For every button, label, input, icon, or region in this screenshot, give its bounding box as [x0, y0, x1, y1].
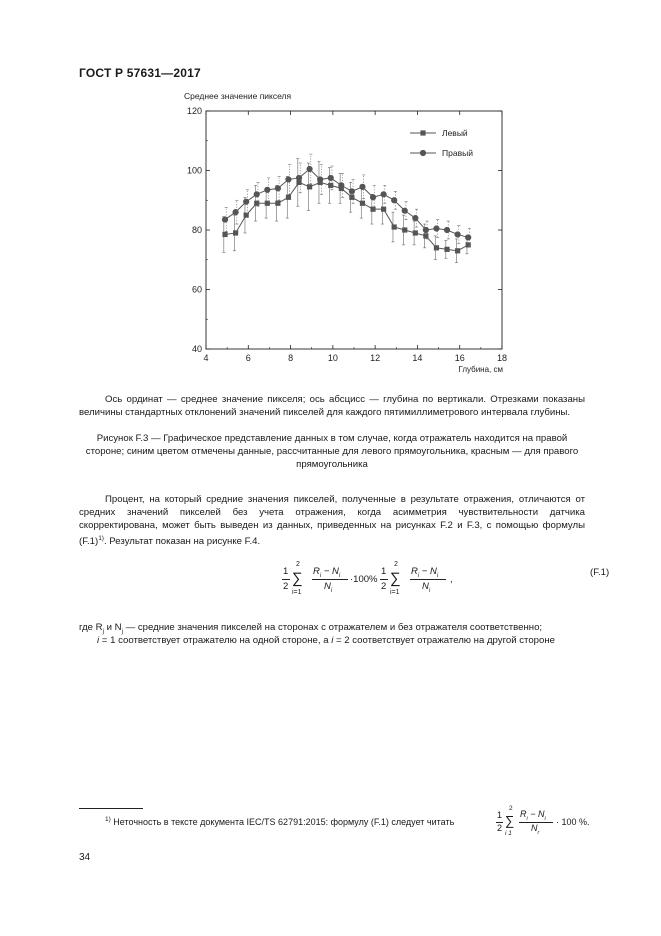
paragraph-text-a: Процент, на который средние значения пикселей, полученные в результате отражения, отличаются от средних значений пикселей без учета отражения, когда асимметрия чувствительности датчика скорректирована, может быть выведен из данных, приведенных на рисунках F.2 и F.3, с помощью формулы (F.1)	[79, 494, 585, 548]
data-point-circle	[433, 225, 439, 231]
legend-marker-circle	[420, 150, 426, 156]
sum-upper-2: 2	[394, 561, 398, 568]
half-denominator-2: 2	[381, 581, 387, 592]
data-point-circle	[455, 231, 461, 237]
x-tick-label: 10	[327, 353, 338, 363]
formula-f1	[283, 561, 483, 598]
data-point-circle	[264, 187, 270, 193]
data-point-square	[466, 242, 471, 247]
x-tick-label: 16	[454, 353, 465, 363]
y-tick-label: 100	[186, 165, 202, 176]
sum-lower-2: i=1	[390, 589, 400, 596]
formula-number: (F.1)	[590, 567, 610, 578]
sum-sign: ∑	[292, 570, 303, 587]
footnote-separator	[79, 808, 143, 809]
data-point-circle	[307, 166, 313, 172]
footnote: $^{1)}$ Неточность в тексте документа IEC/TS 62791:2015: формулу (F.1) следует читать	[105, 816, 455, 827]
y-tick-label: 120	[186, 106, 202, 116]
page-number: 34	[79, 852, 91, 863]
figure-caption: Рисунок F.3 — Графическое представление данных в том случае, когда отражатель находится на правой стороне; синим цветом отмечены данные, рассчитанные для левого прямоугольника, красным — для правого прямоугольника	[85, 433, 579, 470]
data-point-circle	[275, 185, 281, 191]
percent-factor: ·100%	[350, 574, 378, 585]
legend-label: Левый	[442, 128, 468, 138]
data-point-square	[413, 230, 418, 235]
axis-description: Ось ординат — среднее значение пикселя; ось абсцисс — глубина по вертикали. Отрезками показаны величины стандартных отклонений значений пикселей для каждого пятимиллиметрового интервала глубины.	[79, 394, 585, 418]
x-tick-label: 6	[245, 353, 251, 363]
sum-upper: 2	[296, 561, 300, 568]
half-numerator: 1	[283, 566, 289, 577]
data-point-square	[307, 184, 312, 189]
data-point-circle	[423, 227, 429, 233]
data-point-circle	[402, 208, 408, 214]
x-tick-label: 4	[203, 353, 209, 363]
body-paragraph	[79, 493, 585, 548]
x-axis-label: Глубина, см	[458, 365, 503, 374]
data-point-square	[392, 224, 397, 229]
data-point-circle	[296, 175, 302, 181]
legend-marker-square	[420, 130, 425, 135]
data-point-circle	[317, 176, 323, 182]
plot-frame	[206, 111, 502, 349]
data-point-square	[402, 227, 407, 232]
data-point-circle	[243, 199, 249, 205]
fraction-numerator: $R_i - N_i$	[313, 566, 341, 579]
formula-comma: ,	[450, 574, 453, 585]
footnote-reference: 1)	[98, 535, 104, 542]
data-point-circle	[349, 188, 355, 194]
sum-sign-2: ∑	[390, 570, 401, 587]
data-point-square	[328, 183, 333, 188]
data-point-square	[265, 201, 270, 206]
data-point-square	[434, 245, 439, 250]
legend-label: Правый	[442, 148, 473, 158]
data-point-square	[244, 213, 249, 218]
half-denominator: 2	[283, 581, 289, 592]
data-point-square	[349, 195, 354, 200]
fraction-denominator-2: $N_i$	[422, 581, 431, 594]
data-point-square	[275, 201, 280, 206]
data-point-circle	[233, 209, 239, 215]
footnote-formula: 1 2 2 ∑ i 1 $R_i - N_i$ $N_r$	[497, 808, 597, 840]
data-point-square	[233, 230, 238, 235]
data-point-square	[444, 247, 449, 252]
x-tick-label: 14	[412, 353, 423, 363]
data-point-circle	[444, 227, 450, 233]
pixel-depth-chart	[170, 86, 520, 381]
data-point-square	[360, 201, 365, 206]
data-point-circle	[359, 184, 365, 190]
data-point-circle	[222, 216, 228, 222]
where-clause-line2: i = 1 соответствует отражателю на одной стороне, а i = 2 соответствует отражателю на другой стороне	[97, 635, 555, 646]
data-point-square	[455, 248, 460, 253]
x-tick-label: 12	[370, 353, 381, 363]
data-point-circle	[391, 197, 397, 203]
data-point-square	[222, 232, 227, 237]
fraction-numerator-2: $R_i - N_i$	[411, 566, 439, 579]
footnote-tail: · 100 %.	[556, 817, 590, 827]
data-point-circle	[328, 175, 334, 181]
document-header: ГОСТ Р 57631—2017	[79, 66, 201, 80]
y-axis-label: Среднее значение пикселя	[184, 91, 292, 101]
data-point-square	[286, 195, 291, 200]
data-point-square	[254, 201, 259, 206]
y-tick-label: 40	[191, 344, 202, 354]
data-point-circle	[338, 182, 344, 188]
fraction-denominator: $N_i$	[324, 581, 333, 594]
where-clause: где $R_j$ и $N_j$ — средние значения пикселей на сторонах с отражателем и без отражателя соответственно;	[79, 622, 543, 635]
data-point-circle	[285, 176, 291, 182]
half-numerator-2: 1	[381, 566, 387, 577]
x-tick-label: 18	[496, 353, 508, 363]
sum-lower: i=1	[292, 589, 302, 596]
data-point-circle	[370, 194, 376, 200]
data-point-square	[381, 207, 386, 212]
paragraph-text-b: . Результат показан на рисунке F.4.	[103, 536, 261, 548]
y-tick-label: 60	[191, 284, 202, 295]
x-tick-label: 8	[288, 353, 294, 363]
data-point-square	[423, 233, 428, 238]
y-tick-label: 80	[191, 225, 202, 235]
data-point-circle	[465, 234, 471, 240]
data-point-circle	[381, 191, 387, 197]
data-point-circle	[254, 191, 260, 197]
data-point-circle	[412, 215, 418, 221]
